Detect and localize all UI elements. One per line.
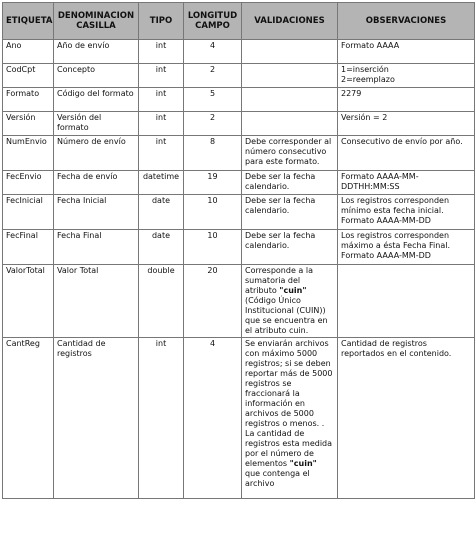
cell-tipo: int	[139, 64, 184, 88]
cell-longitud: 2	[184, 112, 242, 136]
cell-etiqueta: CodCpt	[3, 64, 54, 88]
header-observaciones: OBSERVACIONES	[338, 3, 475, 40]
header-longitud: LONGITUD CAMPO	[184, 3, 242, 40]
cell-longitud: 4	[184, 338, 242, 499]
cell-denominacion: Valor Total	[54, 265, 139, 338]
cell-validaciones: Debe ser la fecha calendario.	[242, 195, 338, 230]
cell-observaciones: Los registros corresponden máximo a ésta Fecha Final. Formato AAAA-MM-DD	[338, 230, 475, 265]
cell-etiqueta: FecInicial	[3, 195, 54, 230]
table-row	[3, 112, 475, 136]
cell-observaciones: Cantidad de registros reportados en el contenido.	[338, 338, 475, 499]
cell-denominacion: Código del formato	[54, 88, 139, 112]
header-validaciones: VALIDACIONES	[242, 3, 338, 40]
cell-tipo: date	[139, 230, 184, 265]
cell-etiqueta: ValorTotal	[3, 265, 54, 338]
cell-denominacion: Fecha Inicial	[54, 195, 139, 230]
cell-tipo: int	[139, 338, 184, 499]
header-tipo: TIPO	[139, 3, 184, 40]
cell-denominacion: Año de envío	[54, 40, 139, 64]
cell-observaciones: Formato AAAA-MM-DDTHH:MM:SS	[338, 171, 475, 195]
cell-validaciones: Debe corresponder al número consecutivo para este formato.	[242, 136, 338, 171]
cell-observaciones: 2279	[338, 88, 475, 112]
cell-tipo: double	[139, 265, 184, 338]
cell-validaciones	[242, 338, 338, 499]
cell-longitud: 4	[184, 40, 242, 64]
header-etiqueta: ETIQUETA	[3, 3, 54, 40]
table-row	[3, 338, 475, 499]
cell-validaciones	[242, 64, 338, 88]
cell-tipo: int	[139, 88, 184, 112]
cell-longitud: 10	[184, 195, 242, 230]
validation-text-after: (Código Único Institucional (CUIN)) que se encuentra en el atributo cuin.	[245, 296, 328, 335]
table-row	[3, 195, 475, 230]
table-row	[3, 40, 475, 64]
cell-validaciones: Debe ser la fecha calendario.	[242, 171, 338, 195]
cell-observaciones: Versión = 2	[338, 112, 475, 136]
cell-longitud: 5	[184, 88, 242, 112]
cell-observaciones: Los registros corresponden mínimo esta fecha inicial. Formato AAAA-MM-DD	[338, 195, 475, 230]
cell-longitud: 10	[184, 230, 242, 265]
fields-table	[2, 2, 475, 499]
cell-etiqueta: FecFinal	[3, 230, 54, 265]
cell-denominacion: Versión del formato	[54, 112, 139, 136]
cell-validaciones: Debe ser la fecha calendario.	[242, 230, 338, 265]
cell-tipo: date	[139, 195, 184, 230]
cell-tipo: int	[139, 112, 184, 136]
validation-text-before: Corresponde a la sumatoria del atributo	[245, 266, 313, 295]
table-row	[3, 64, 475, 88]
validation-text-bold: "cuin"	[279, 286, 307, 295]
validation-text-bold: "cuin"	[289, 459, 317, 468]
cell-etiqueta: FecEnvio	[3, 171, 54, 195]
cell-etiqueta: Versión	[3, 112, 54, 136]
cell-tipo: datetime	[139, 171, 184, 195]
cell-denominacion: Fecha de envío	[54, 171, 139, 195]
header-row	[3, 3, 475, 40]
table-row	[3, 230, 475, 265]
cell-longitud: 2	[184, 64, 242, 88]
cell-observaciones: 1=inserción 2=reemplazo	[338, 64, 475, 88]
cell-tipo: int	[139, 136, 184, 171]
cell-observaciones: Consecutivo de envío por año.	[338, 136, 475, 171]
cell-denominacion: Cantidad de registros	[54, 338, 139, 499]
validation-text-after: que contenga el archivo	[245, 469, 310, 488]
cell-etiqueta: NumEnvio	[3, 136, 54, 171]
cell-denominacion: Concepto	[54, 64, 139, 88]
cell-observaciones: Formato AAAA	[338, 40, 475, 64]
cell-etiqueta: CantReg	[3, 338, 54, 499]
table-row	[3, 88, 475, 112]
header-denominacion: DENOMINACION CASILLA	[54, 3, 139, 40]
cell-observaciones	[338, 265, 475, 338]
cell-validaciones	[242, 265, 338, 338]
cell-etiqueta: Formato	[3, 88, 54, 112]
cell-validaciones	[242, 88, 338, 112]
cell-validaciones	[242, 40, 338, 64]
cell-denominacion: Fecha Final	[54, 230, 139, 265]
cell-longitud: 8	[184, 136, 242, 171]
table-row	[3, 265, 475, 338]
cell-validaciones	[242, 112, 338, 136]
cell-denominacion: Número de envío	[54, 136, 139, 171]
table-row	[3, 171, 475, 195]
cell-longitud: 20	[184, 265, 242, 338]
cell-longitud: 19	[184, 171, 242, 195]
table-row	[3, 136, 475, 171]
cell-tipo: int	[139, 40, 184, 64]
validation-text-before: Se enviarán archivos con máximo 5000 registros; si se deben reportar más de 5000 registros se fraccionará la información en archivos de 5000 registros o menos. . La cantidad de registros esta medida por el número de elementos	[245, 339, 333, 468]
cell-etiqueta: Ano	[3, 40, 54, 64]
